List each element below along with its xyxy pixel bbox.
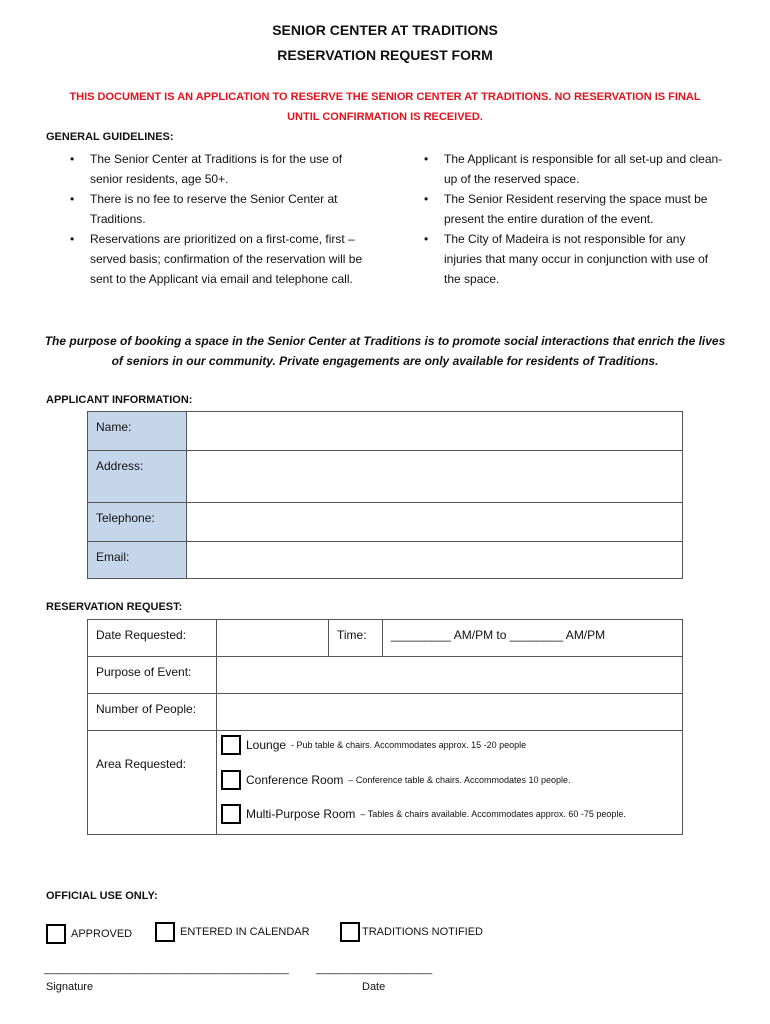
name-field[interactable] [187,412,683,451]
guideline-item: • The City of Madeira is not responsible for any injuries that many occur in conjunction with use of the space. [419,229,724,289]
signature-label: Signature [46,981,94,993]
form-title-line1: SENIOR CENTER AT TRADITIONS [272,22,498,38]
date-label: Date [362,981,386,993]
date-label: Date Requested: [88,620,217,657]
date-field[interactable] [217,620,329,657]
area-options [217,731,683,835]
area-desc: – Tables & chairs available. Accommodates approx. 60 -75 people. [360,809,626,819]
email-field[interactable] [187,542,683,579]
entered-option[interactable] [155,922,310,942]
purpose-field[interactable] [217,657,683,694]
purpose-line2: of seniors in our community. Private engagements are only available for residents of Traditions. [111,354,659,368]
official-heading: OFFICIAL USE ONLY: [46,890,158,902]
reservation-table [87,619,683,835]
entered-label: ENTERED IN CALENDAR [180,926,310,938]
name-label: Name: [88,412,187,451]
guidelines-heading: GENERAL GUIDELINES: [46,131,174,143]
telephone-label: Telephone: [88,503,187,542]
approved-label: APPROVED [71,928,133,940]
time-field[interactable] [383,620,683,657]
area-option-lounge[interactable] [221,735,526,755]
area-name: Conference Room [246,773,344,787]
signature-line: ________________________________________ [44,963,289,975]
area-desc: – Conference table & chairs. Accommodates 10 people. [348,775,571,785]
guidelines-left-list [65,149,365,289]
telephone-field[interactable] [187,503,683,542]
area-option-multipurpose[interactable] [221,804,626,824]
guideline-item: • The Senior Center at Traditions is for the use of senior residents, age 50+. [65,149,365,189]
time-label: Time: [329,620,383,657]
reservation-heading: RESERVATION REQUEST: [46,601,183,613]
purpose-line1: The purpose of booking a space in the Senior Center at Traditions is to promote social interactions that enrich the lives [44,334,726,348]
conference-checkbox[interactable] [221,770,241,790]
guidelines-right-list [419,149,724,289]
people-field[interactable] [217,694,683,731]
area-desc: - Pub table & chairs. Accommodates approx. 15 -20 people [291,740,527,750]
guideline-item: • The Senior Resident reserving the space must be present the entire duration of the event. [419,189,724,229]
guideline-item: • There is no fee to reserve the Senior Center at Traditions. [65,189,365,229]
guideline-item: • Reservations are prioritized on a first-come, first –served basis; confirmation of the reservation will be sent to the Applicant via email and telephone call. [65,229,365,289]
form-title-line2: RESERVATION REQUEST FORM [277,47,493,63]
guideline-item: • The Applicant is responsible for all set-up and clean-up of the reserved space. [419,149,724,189]
people-label: Number of People: [88,694,217,731]
address-field[interactable] [187,451,683,503]
time-blank: _________ AM/PM to ________ AM/PM [391,628,606,642]
approved-checkbox[interactable] [46,924,66,944]
lounge-checkbox[interactable] [221,735,241,755]
warning-line1: THIS DOCUMENT IS AN APPLICATION TO RESERVE THE SENIOR CENTER AT TRADITIONS. NO RESERVATION IS FINAL [69,91,701,103]
area-name: Lounge [246,738,287,752]
area-option-conference[interactable] [221,770,571,790]
email-label: Email: [88,542,187,579]
purpose-label: Purpose of Event: [88,657,217,694]
address-label: Address: [88,451,187,503]
entered-checkbox[interactable] [155,922,175,942]
approved-option[interactable] [46,924,132,944]
applicant-heading: APPLICANT INFORMATION: [46,394,193,406]
applicant-table [87,411,683,579]
warning-line2: UNTIL CONFIRMATION IS RECEIVED. [287,111,483,123]
area-label: Area Requested: [88,731,217,835]
area-name: Multi-Purpose Room [246,807,356,821]
notified-checkbox[interactable] [340,922,360,942]
date-line: ___________________ [316,963,433,975]
notified-label: TRADITIONS NOTIFIED [362,926,483,938]
notified-option[interactable] [340,922,483,942]
multipurpose-checkbox[interactable] [221,804,241,824]
